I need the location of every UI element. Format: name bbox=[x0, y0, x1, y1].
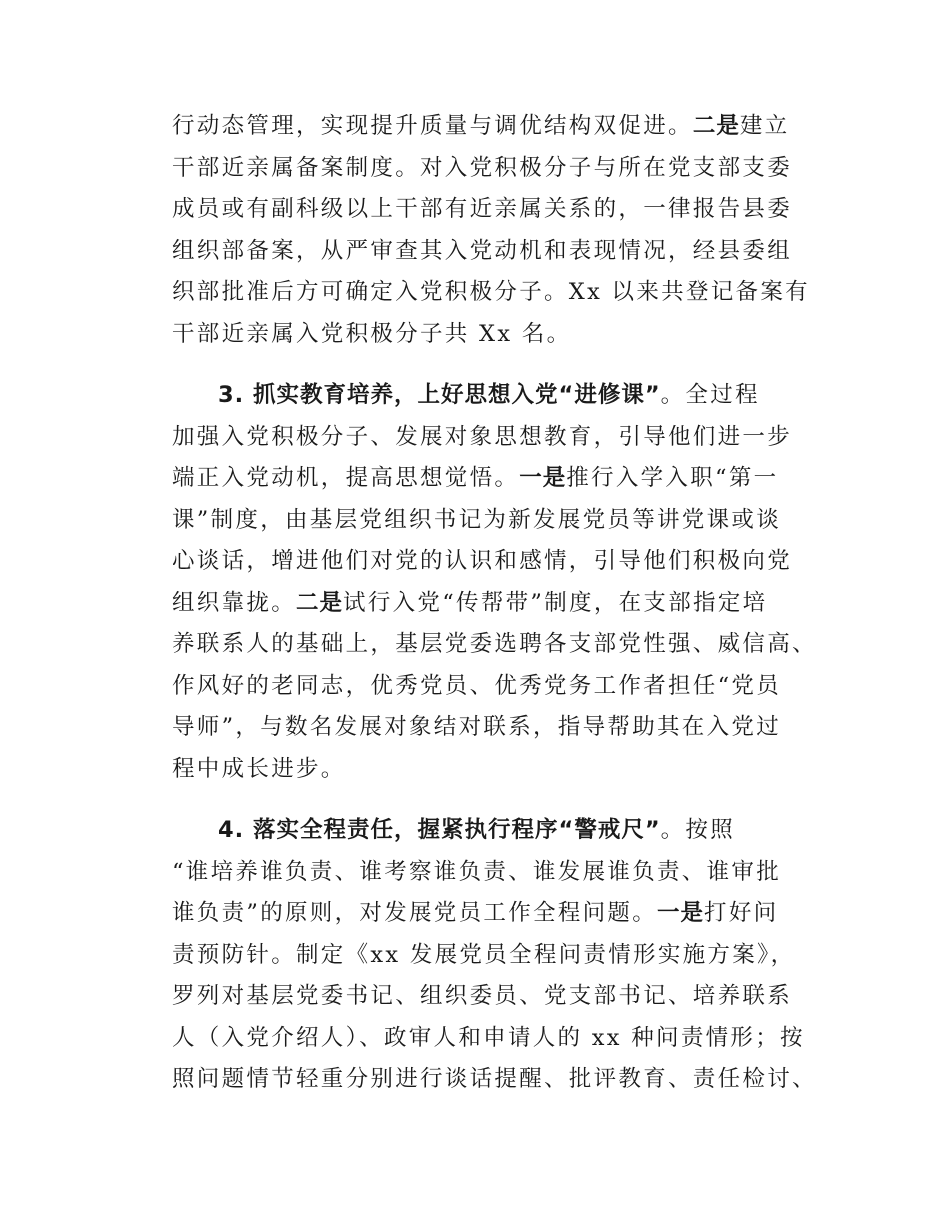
text-run: 干部近亲属入党积极分子共 Xx 名。 bbox=[172, 320, 572, 347]
text-run: 作风好的老同志，优秀党员、优秀党务工作者担任“党员 bbox=[172, 672, 782, 699]
text-line bbox=[172, 106, 812, 148]
text-run: 导师”，与数名发展对象结对联系，指导帮助其在入党过 bbox=[172, 714, 782, 740]
text-run: 心谈话，增进他们对党的认识和感情，引导他们积极向党 bbox=[172, 548, 793, 574]
text-run: 建立 bbox=[739, 113, 790, 139]
text-run: 责预防针。制定《xx 发展党员全程问责情形实施方案》， bbox=[172, 941, 796, 968]
text-line bbox=[172, 893, 812, 935]
text-line bbox=[172, 810, 812, 852]
text-run: 人（入党介绍人）、政审人和申请人的 xx 种问责情形；按 bbox=[172, 1024, 805, 1051]
text-run: 成员或有副科级以上干部有近亲属关系的，一律报告县委 bbox=[172, 196, 793, 222]
document-body bbox=[172, 106, 817, 1101]
text-run: 照问题情节轻重分别进行谈话提醒、批评教育、责任检讨、 bbox=[172, 1066, 817, 1092]
text-line bbox=[172, 417, 812, 459]
section-heading: 4. 落实全程责任，握紧执行程序“警戒尺” bbox=[218, 817, 661, 843]
text-run: 试行入党“传帮带”制度，在支部指定培 bbox=[343, 589, 768, 616]
text-run: 程中成长进步。 bbox=[172, 755, 346, 782]
paragraph-education-training bbox=[172, 375, 817, 790]
text-line bbox=[172, 935, 812, 977]
text-line bbox=[172, 375, 812, 417]
text-run: 。全过程 bbox=[660, 382, 760, 408]
text-run: 课”制度，由基层党组织书记为新发展党员等讲党课或谈 bbox=[172, 506, 782, 533]
text-run: 行动态管理，实现提升质量与调优结构双促进。 bbox=[172, 113, 693, 139]
text-run: “谁培养谁负责、谁考察谁负责、谁发展谁负责、谁审批 bbox=[172, 858, 782, 885]
text-line bbox=[172, 189, 812, 231]
emphasis-marker: 二是 bbox=[296, 589, 344, 616]
emphasis-marker: 一是 bbox=[519, 465, 567, 491]
text-run: 养联系人的基础上，基层党委选聘各支部党性强、威信高、 bbox=[172, 631, 817, 657]
text-line bbox=[172, 541, 812, 583]
section-heading: 3. 抓实教育培养，上好思想入党“进修课” bbox=[218, 382, 661, 408]
text-line bbox=[172, 458, 812, 500]
text-run: 干部近亲属备案制度。对入党积极分子与所在党支部支委 bbox=[172, 154, 793, 181]
text-run: 。按照 bbox=[660, 817, 736, 843]
emphasis-marker: 二是 bbox=[692, 113, 740, 139]
text-run: 织部批准后方可确定入党积极分子。Xx 以来共登记备案有 bbox=[172, 279, 810, 305]
text-run: 罗列对基层党委书记、组织委员、党支部书记、培养联系 bbox=[172, 983, 793, 1009]
text-run: 组织部备案，从严审查其入党动机和表现情况，经县委组 bbox=[172, 237, 793, 264]
text-line bbox=[172, 500, 812, 542]
text-line bbox=[172, 666, 812, 708]
text-line bbox=[172, 749, 812, 791]
text-line bbox=[172, 976, 812, 1018]
text-run: 加强入党积极分子、发展对象思想教育，引导他们进一步 bbox=[172, 423, 793, 450]
text-run: 端正入党动机，提高思想觉悟。 bbox=[172, 465, 520, 491]
text-run: 组织靠拢。 bbox=[172, 589, 297, 616]
paragraph-full-process-responsibility bbox=[172, 810, 817, 1101]
emphasis-marker: 一是 bbox=[657, 900, 705, 926]
text-line bbox=[172, 314, 812, 356]
text-line bbox=[172, 583, 812, 625]
text-line bbox=[172, 852, 812, 894]
text-line bbox=[172, 231, 812, 273]
text-line bbox=[172, 148, 812, 190]
text-run: 打好问 bbox=[704, 900, 779, 926]
text-line bbox=[172, 707, 812, 749]
text-line bbox=[172, 1059, 817, 1101]
text-line bbox=[172, 272, 812, 314]
paragraph-cadre-relatives bbox=[172, 106, 812, 355]
text-run: 推行入学入职“第一 bbox=[566, 465, 779, 491]
text-run: 谁负责”的原则，对发展党员工作全程问题。 bbox=[172, 900, 658, 926]
text-line bbox=[172, 1018, 812, 1060]
text-line bbox=[172, 624, 817, 666]
